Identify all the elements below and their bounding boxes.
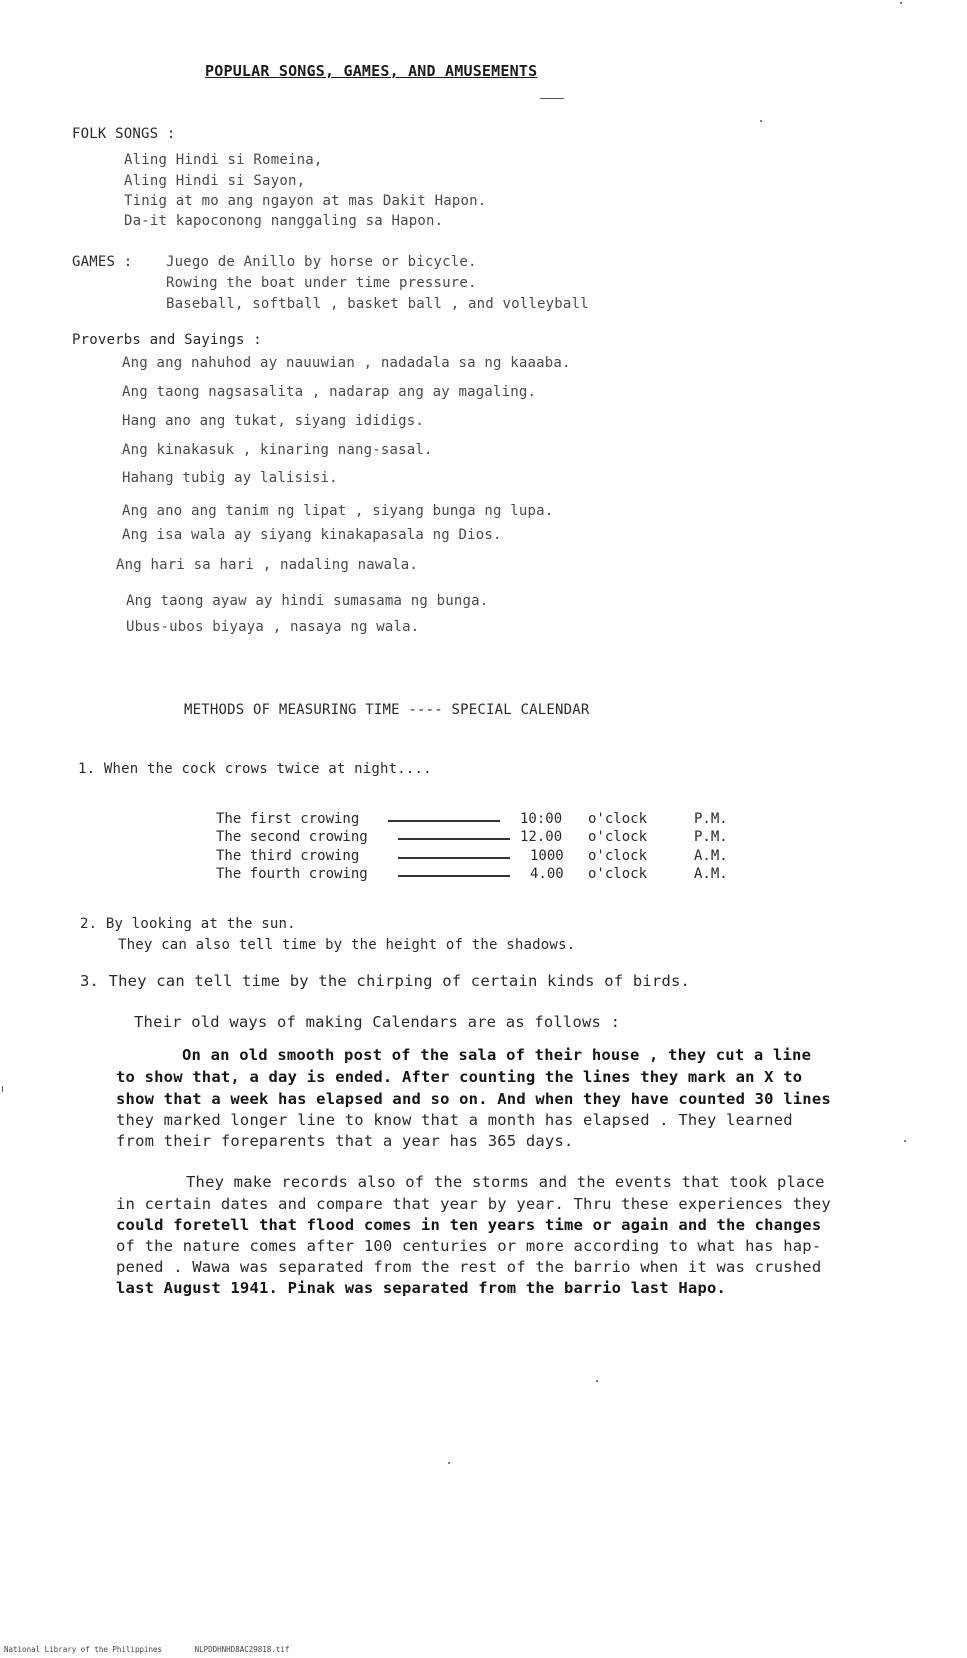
paragraph-2-line: of the nature comes after 100 centuries or more according to what has hap-	[116, 1237, 822, 1255]
paragraph-1-line: On an old smooth post of the sala of their house , they cut a line	[182, 1046, 812, 1064]
games-line: Rowing the boat under time pressure.	[166, 275, 477, 291]
scan-speck	[2, 1086, 3, 1092]
paragraph-1-line: to show that, a day is ended. After counting the lines they mark an X to	[116, 1068, 803, 1086]
crowing-label: The third crowing	[216, 848, 360, 864]
folk-songs-heading: FOLK SONGS :	[72, 126, 176, 142]
games-line: Juego de Anillo by horse or bicycle.	[166, 254, 477, 270]
crowing-unit: o'clock	[588, 866, 648, 882]
paragraph-2-line: last August 1941. Pinak was separated from the barrio last Hapo.	[116, 1279, 727, 1297]
crowing-dash	[398, 838, 510, 840]
paragraph-1-line: from their foreparents that a year has 365 days.	[116, 1132, 574, 1150]
scan-speck	[760, 120, 762, 122]
crowing-row	[216, 829, 776, 847]
folk-song-line: Aling Hindi si Romeina,	[124, 152, 323, 168]
scan-speck	[900, 2, 902, 4]
proverb-line: Ang hari sa hari , nadaling nawala.	[116, 557, 419, 573]
scan-speck	[540, 98, 564, 99]
crowing-time: 10:00	[520, 811, 563, 827]
proverb-line: Hang ano ang tukat, siyang ididigs.	[122, 413, 425, 429]
crowing-row	[216, 811, 776, 829]
crowing-time: 1000	[530, 848, 564, 864]
crowing-time: 4.00	[530, 866, 564, 882]
crowing-dash	[388, 820, 500, 822]
folk-song-line: Da-it kapoconong nanggaling sa Hapon.	[124, 213, 444, 229]
crowing-dash	[398, 857, 510, 859]
paragraph-1-line: show that a week has elapsed and so on. And when they have counted 30 lines	[116, 1090, 831, 1108]
measuring-item-2: 2. By looking at the sun.	[80, 916, 296, 932]
paragraph-2-line: in certain dates and compare that year by year. Thru these experiences they	[116, 1195, 831, 1213]
footer-file: NLPDDHNHD8AC29818.tif	[194, 1645, 290, 1654]
scan-speck	[904, 1140, 906, 1142]
crowing-time: 12.00	[520, 829, 563, 845]
calendar-intro: Their old ways of making Calendars are as follows :	[134, 1013, 621, 1031]
crowing-label: The fourth crowing	[216, 866, 368, 882]
paragraph-2-line: pened . Wawa was separated from the rest of the barrio when it was crushed	[116, 1258, 822, 1276]
paragraph-1-line: they marked longer line to know that a month has elapsed . They learned	[116, 1111, 793, 1129]
crowing-unit: o'clock	[588, 811, 648, 827]
measuring-item-1: 1. When the cock crows twice at night....	[78, 761, 432, 777]
scan-speck	[596, 1380, 598, 1382]
scan-footer	[4, 1645, 317, 1654]
crowing-period: P.M.	[694, 811, 728, 827]
proverbs-heading: Proverbs and Sayings :	[72, 332, 262, 348]
paragraph-2-line: They make records also of the storms and the events that took place	[186, 1173, 825, 1191]
proverb-line: Ang kinakasuk , kinaring nang-sasal.	[122, 442, 433, 458]
folk-song-line: Aling Hindi si Sayon,	[124, 173, 306, 189]
proverb-line: Ang taong ayaw ay hindi sumasama ng bunga.	[126, 593, 489, 609]
proverb-line: Hahang tubig ay lalisisi.	[122, 470, 338, 486]
paragraph-2-line: could foretell that flood comes in ten years time or again and the changes	[116, 1216, 822, 1234]
games-heading: GAMES :	[72, 254, 133, 270]
proverb-line: Ang isa wala ay siyang kinakapasala ng Dios.	[122, 527, 502, 543]
crowing-row	[216, 848, 776, 866]
footer-library: National Library of the Philippines	[4, 1645, 163, 1654]
measuring-item-2-detail: They can also tell time by the height of the shadows.	[118, 937, 576, 953]
page-title: POPULAR SONGS, GAMES, AND AMUSEMENTS	[205, 62, 538, 80]
games-line: Baseball, softball , basket ball , and volleyball	[166, 296, 589, 312]
crowing-period: A.M.	[694, 848, 728, 864]
scan-speck	[448, 1462, 450, 1464]
crowing-label: The second crowing	[216, 829, 368, 845]
measuring-item-3: 3. They can tell time by the chirping of certain kinds of birds.	[80, 972, 691, 990]
proverb-line: Ang taong nagsasalita , nadarap ang ay magaling.	[122, 384, 537, 400]
crowing-unit: o'clock	[588, 848, 648, 864]
crowing-row	[216, 866, 776, 884]
crowing-dash	[398, 875, 510, 877]
measuring-heading: METHODS OF MEASURING TIME ---- SPECIAL CALENDAR	[184, 702, 590, 718]
proverb-line: Ang ang nahuhod ay nauuwian , nadadala sa ng kaaaba.	[122, 355, 571, 371]
crowing-unit: o'clock	[588, 829, 648, 845]
crowing-period: P.M.	[694, 829, 728, 845]
folk-song-line: Tinig at mo ang ngayon at mas Dakit Hapon.	[124, 193, 487, 209]
crowing-label: The first crowing	[216, 811, 360, 827]
proverb-line: Ang ano ang tanim ng lipat , siyang bunga ng lupa.	[122, 503, 554, 519]
crowing-period: A.M.	[694, 866, 728, 882]
proverb-line: Ubus-ubos biyaya , nasaya ng wala.	[126, 619, 420, 635]
